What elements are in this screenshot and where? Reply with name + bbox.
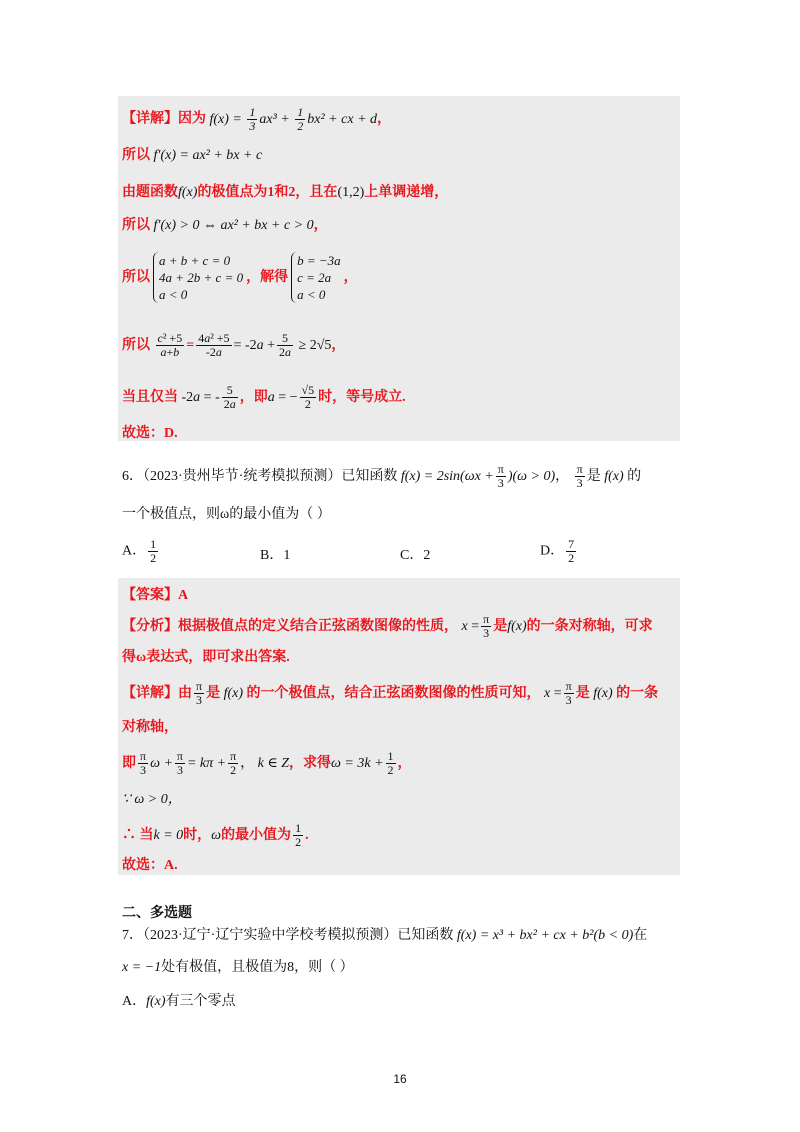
q5-f-def: f(x) = $\frac{1}{3}$ ax³ + $\frac{1}{2}$ bx² + cx + d xyxy=(209,105,378,133)
q6-stem-line1: 6．（2023·贵州毕节·统考模拟预测）已知函数 f(x) = 2sin(ωx + $\frac{\pi}{3}$ )(ω > 0)， $\frac{\pi}{3}$ 是 f(x) 的 xyxy=(122,462,642,491)
q5-detail-line1: 【详解】因为 f(x) = $\frac{1}{3}$ ax³ + $\frac{1}{2}$ bx² + cx + d， xyxy=(122,105,392,133)
q5-answer: 故选：D. xyxy=(122,426,178,441)
system-1: a + b + c = 0 4a + 2b + c = 0 a < 0 xyxy=(153,252,243,303)
q5-detail-line4: 所以 f′(x) > 0 ⇔ ax² + bx + c > 0， xyxy=(122,218,328,233)
page-number: 16 xyxy=(393,1072,407,1086)
q6-option-d[interactable]: D． $\frac{7}{2}$ xyxy=(540,537,575,565)
q6-detail-line5: ∴ 当k = 0时，ω的最小值为 $\frac{1}{2}$ . xyxy=(122,821,309,850)
q6-final-answer: 故选：A. xyxy=(122,858,178,873)
q5-detail-line3: 由题函数f(x)的极值点为1和2，且在(1,2)上单调递增， xyxy=(122,185,449,200)
q5-detail-line2: 所以 f′(x) = ax² + bx + c xyxy=(122,148,263,163)
q5-detail-line5: 所以a + b + c = 0 4a + 2b + c = 0 a < 0，解得b = −3a c = 2a a < 0， xyxy=(122,253,358,303)
q6-analysis-line1: 【分析】根据极值点的定义结合正弦函数图像的性质， x = $\frac{\pi}{3}$ 是f(x)的一条对称轴，可求 xyxy=(122,612,653,641)
system-2: b = −3a c = 2a a < 0 xyxy=(291,252,341,303)
q6-option-a[interactable]: A． $\frac{1}{2}$ xyxy=(122,537,157,565)
q6-detail-line2: 对称轴， xyxy=(122,720,178,735)
q6-detail-line3: 即 $\frac{\pi}{3}$ ω + $\frac{\pi}{3}$ = kπ + $\frac{\pi}{2}$ ， k ∈ Z，求得ω = 3k + $\frac{1}{2}$ ， xyxy=(122,749,412,778)
q7-stem-line1: 7．（2023·辽宁·辽宁实验中学校考模拟预测）已知函数 f(x) = x³ + bx² + cx + b²(b < 0)在 xyxy=(122,928,648,943)
q5-detail-line7: 当且仅当 -2a = - $\frac{5}{2a}$ ，即a = − $\frac{√5}{2}$ 时，等号成立. xyxy=(122,383,406,412)
q6-detail-line1: 【详解】由 $\frac{\pi}{3}$ 是 f(x) 的一个极值点，结合正弦函数图像的性质可知， x = $\frac{\pi}{3}$ 是 f(x) 的一条 xyxy=(122,679,659,708)
q6-answer: 【答案】A xyxy=(122,588,189,603)
section-heading: 二、多选题 xyxy=(122,906,192,921)
q6-option-b[interactable]: B．1 xyxy=(260,548,291,563)
q7-option-a[interactable]: A．f(x)有三个零点 xyxy=(122,994,236,1009)
q6-option-c[interactable]: C．2 xyxy=(400,548,431,563)
q6-detail-line4: ∵ ω > 0， xyxy=(122,792,182,807)
q7-stem-line2: x = −1处有极值，且极值为8，则（ ） xyxy=(122,960,354,975)
q6-analysis-line2: 得ω表达式，即可求出答案. xyxy=(122,650,290,665)
q6-stem-line2: 一个极值点，则ω的最小值为（ ） xyxy=(122,507,331,522)
q5-detail-line6: 所以 $\frac{\text{c² +5}}{a+b}$ = $\frac{\text{4a² +5}}{-2a}$ = -2a + $\frac{5}{2a}$ ≥ 2√5， xyxy=(122,331,346,360)
